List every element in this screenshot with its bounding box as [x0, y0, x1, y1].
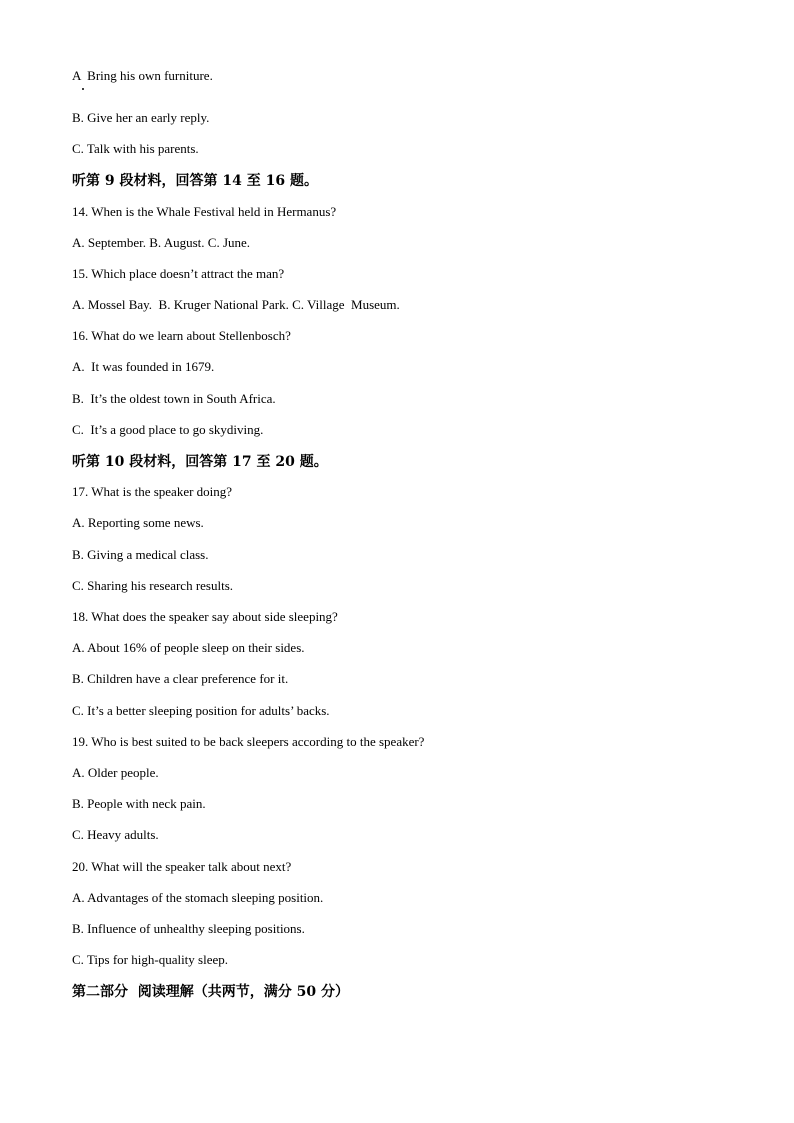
option-13a: A Bring his own furniture.: [72, 68, 213, 83]
section-heading-10: 听第 10 段材料，回答第 17 至 20 题。: [72, 454, 328, 470]
option-16b: B. It’s the oldest town in South Africa.: [72, 391, 276, 406]
option-19a: A. Older people.: [72, 765, 159, 780]
option-18b: B. Children have a clear preference for it.: [72, 671, 289, 686]
option-20b: B. Influence of unhealthy sleeping positions.: [72, 921, 305, 936]
option-16a: A. It was founded in 1679.: [72, 359, 215, 374]
option-13c: C. Talk with his parents.: [72, 141, 199, 156]
options-14: A. September. B. August. C. June.: [72, 235, 251, 250]
question-19: 19. Who is best suited to be back sleepers according to the speaker?: [72, 734, 425, 749]
stray-dot: [82, 88, 84, 90]
option-17a: A. Reporting some news.: [72, 515, 204, 530]
option-13b: B. Give her an early reply.: [72, 110, 210, 125]
section-heading-9: 听第 9 段材料，回答第 14 至 16 题。: [72, 173, 318, 189]
question-14: 14. When is the Whale Festival held in Hermanus?: [72, 204, 337, 219]
part-two-heading: 第二部分 阅读理解（共两节，满分 50 分）: [72, 984, 349, 1000]
option-18c: C. It’s a better sleeping position for adults’ backs.: [72, 703, 330, 718]
option-17b: B. Giving a medical class.: [72, 547, 209, 562]
question-16: 16. What do we learn about Stellenbosch?: [72, 328, 291, 343]
question-15: 15. Which place doesn’t attract the man?: [72, 266, 285, 281]
option-20c: C. Tips for high-quality sleep.: [72, 952, 229, 967]
options-15: A. Mossel Bay. B. Kruger National Park. C. Village Museum.: [72, 297, 400, 312]
question-18: 18. What does the speaker say about side sleeping?: [72, 609, 338, 624]
option-17c: C. Sharing his research results.: [72, 578, 234, 593]
option-20a: A. Advantages of the stomach sleeping position.: [72, 890, 324, 905]
option-18a: A. About 16% of people sleep on their sides.: [72, 640, 305, 655]
option-19c: C. Heavy adults.: [72, 827, 159, 842]
question-17: 17. What is the speaker doing?: [72, 484, 233, 499]
option-16c: C. It’s a good place to go skydiving.: [72, 422, 264, 437]
question-20: 20. What will the speaker talk about next?: [72, 859, 292, 874]
option-19b: B. People with neck pain.: [72, 796, 206, 811]
